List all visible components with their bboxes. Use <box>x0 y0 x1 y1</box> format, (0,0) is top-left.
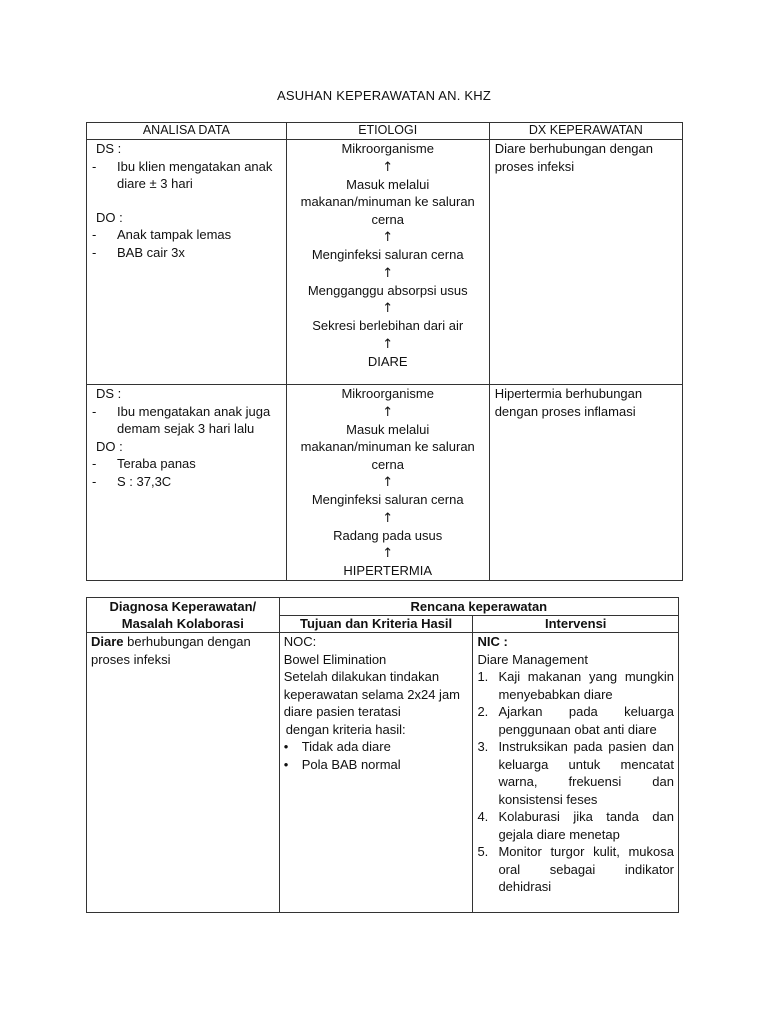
arrow-up-icon <box>290 335 486 353</box>
nic-label: NIC : <box>477 634 508 649</box>
etiologi-cell <box>286 385 489 581</box>
etiologi-step: Sekresi berlebihan dari air <box>312 318 464 333</box>
diagnosa-bold: Diare <box>91 634 124 649</box>
noc-criteria-intro: dengan kriteria hasil: <box>285 721 406 737</box>
tujuan-cell <box>279 633 473 913</box>
noc-title: Bowel Elimination <box>283 651 387 667</box>
etiologi-step: Menginfeksi saluran cerna <box>311 247 464 262</box>
criteria-item: • Pola BAB normal <box>284 756 469 774</box>
etiologi-step: Masuk melalui makanan/minuman ke saluran cerna <box>300 421 475 472</box>
header-rencana: Rencana keperawatan <box>279 598 678 616</box>
header-intervensi: Intervensi <box>473 616 679 633</box>
criteria-item: • Tidak ada diare <box>284 738 469 756</box>
etiologi-step: Radang pada usus <box>333 527 443 543</box>
header-dx-keperawatan: DX KEPERAWATAN <box>489 123 682 140</box>
ds-label: DS : <box>96 141 122 156</box>
arrow-up-icon <box>290 544 486 562</box>
analysis-table <box>86 122 683 581</box>
list-item: 5. Monitor turgor kulit, mukosa oral sebagai indikator dehidrasi <box>477 844 674 894</box>
etiologi-step: Mikroorganisme <box>341 141 434 156</box>
analysis-table-header-row <box>87 123 683 140</box>
arrow-up-icon <box>290 228 486 246</box>
list-item: 4. Kolaburasi jika tanda dan gejala diare menetap <box>477 809 674 842</box>
table-row <box>87 633 679 913</box>
list-item: 3. Instruksikan pada pasien dan keluarga untuk mencatat warna, frekuensi dan konsistensi feses <box>477 739 674 807</box>
analisa-data-cell <box>87 140 287 385</box>
do-label: DO : <box>96 209 123 225</box>
arrow-up-icon <box>290 403 486 421</box>
etiologi-step: Mikroorganisme <box>341 386 434 401</box>
dx-cell: Diare berhubungan dengan proses infeksi <box>489 140 682 385</box>
care-plan-table <box>86 597 679 913</box>
header-analisa-data: ANALISA DATA <box>87 123 287 140</box>
do-item: - Anak tampak lemas <box>92 226 281 244</box>
list-item: 1. Kaji makanan yang mungkin menyebabkan diare <box>477 669 674 702</box>
diagnosa-cell <box>87 633 280 913</box>
do-item: - BAB cair 3x <box>92 244 281 262</box>
page-title: ASUHAN KEPERAWATAN AN. KHZ <box>277 88 491 103</box>
etiologi-step: DIARE <box>367 353 408 369</box>
etiologi-step: Mengganggu absorpsi usus <box>307 282 468 298</box>
nic-list <box>477 668 674 896</box>
header-diagnosa: Diagnosa Keperawatan/ Masalah Kolaborasi <box>87 598 280 633</box>
care-plan-header-row <box>87 598 679 616</box>
do-label: DO : <box>96 438 123 454</box>
table-row <box>87 140 683 385</box>
etiologi-step: Masuk melalui makanan/minuman ke saluran cerna <box>300 176 475 227</box>
etiologi-step: Menginfeksi saluran cerna <box>311 492 464 507</box>
etiologi-cell <box>286 140 489 385</box>
ds-item: - Ibu mengatakan anak juga demam sejak 3 hari lalu <box>92 403 281 438</box>
do-item: - Teraba panas <box>92 455 281 473</box>
etiologi-step: HIPERTERMIA <box>343 563 433 578</box>
arrow-up-icon <box>290 264 486 282</box>
arrow-up-icon <box>290 158 486 176</box>
ds-label: DS : <box>96 386 122 401</box>
header-tujuan: Tujuan dan Kriteria Hasil <box>279 616 473 633</box>
header-etiologi: ETIOLOGI <box>286 123 489 140</box>
dx-cell: Hipertermia berhubungan dengan proses inflamasi <box>489 385 682 581</box>
arrow-up-icon <box>290 473 486 491</box>
intervensi-cell <box>473 633 679 913</box>
nic-title: Diare Management <box>477 651 588 667</box>
arrow-up-icon <box>290 299 486 317</box>
noc-label: NOC: <box>283 634 317 649</box>
noc-text: Setelah dilakukan tindakan keperawatan selama 2x24 jam diare pasien teratasi <box>283 669 461 719</box>
ds-item: - Ibu klien mengatakan anak diare ± 3 hari <box>92 158 281 193</box>
analisa-data-cell <box>87 385 287 581</box>
diagnosa-text: berhubungan dengan proses infeksi <box>91 634 251 667</box>
list-item: 2. Ajarkan pada keluarga penggunaan obat anti diare <box>477 704 674 737</box>
arrow-up-icon <box>290 509 486 527</box>
do-item: - S : 37,3C <box>92 473 281 491</box>
table-row <box>87 385 683 581</box>
